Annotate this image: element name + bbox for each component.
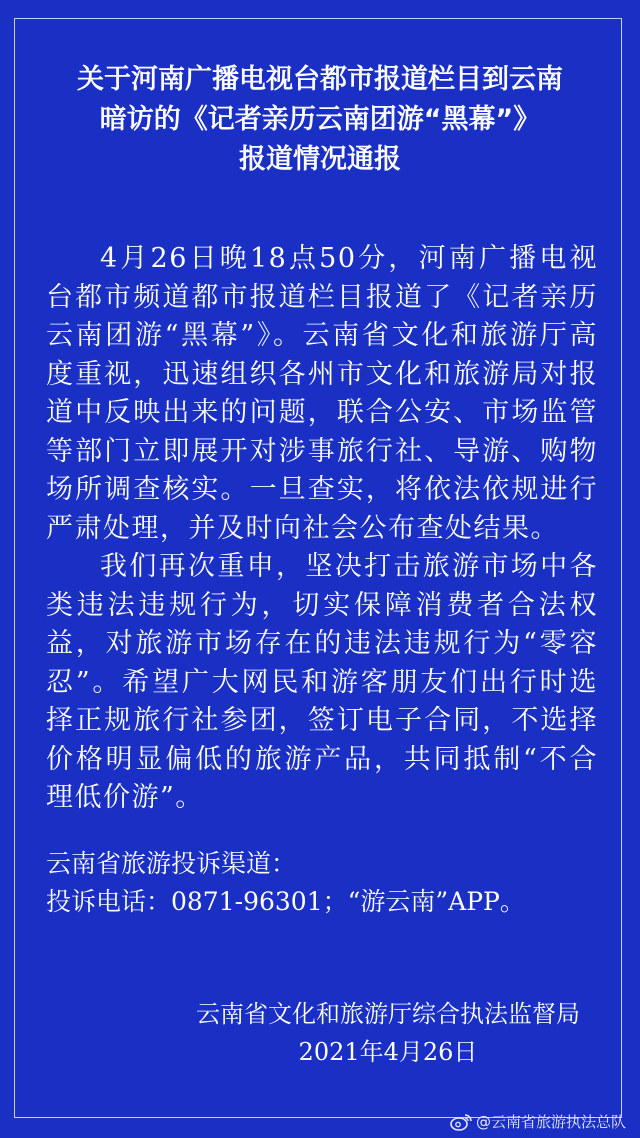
complaint-channels (46, 845, 525, 921)
title-line-3: 报道情况通报 (239, 144, 401, 175)
title-line-1: 关于河南广播电视台都市报道栏目到云南 (77, 64, 563, 95)
document-body (46, 240, 598, 818)
signature-block (196, 995, 580, 1071)
body-paragraph-2: 我们再次重申，坚决打击旅游市场中各类违法违规行为，切实保障消费者合法权益，对旅游市场存在的违法违规行为“零容忍”。希望广大网民和游客朋友们出行时选择正规旅行社参团，签订电子合同，不选择价格明显偏低的旅游产品，共同抵制“不合理低价游”。 (46, 551, 598, 813)
complaint-details: 投诉电话：0871-96301；“游云南”APP。 (46, 887, 525, 916)
body-paragraph-1: 4月26日晚18点50分，河南广播电视台都市频道都市报道栏目报道了《记者亲历云南团游“黑幕”》。云南省文化和旅游厅高度重视，迅速组织各州市文化和旅游局对报道中反映出来的问题，联合公安、市场监管等部门立即展开对涉事旅行社、导游、购物场所调查核实。一旦查实，将依法依规进行严肃处理，并及时向社会公布查处结果。 (46, 243, 598, 544)
watermark-text: @云南省旅游执法总队 (475, 1113, 626, 1131)
document-title (20, 60, 620, 180)
complaint-heading: 云南省旅游投诉渠道： (46, 849, 297, 878)
signature-org: 云南省文化和旅游厅综合执法监督局 (196, 1000, 580, 1028)
signature-date: 2021年4月26日 (298, 1038, 478, 1066)
watermark (450, 1111, 626, 1132)
weibo-icon (450, 1113, 472, 1131)
title-line-2: 暗访的《记者亲历云南团游“黑幕”》 (99, 104, 541, 135)
